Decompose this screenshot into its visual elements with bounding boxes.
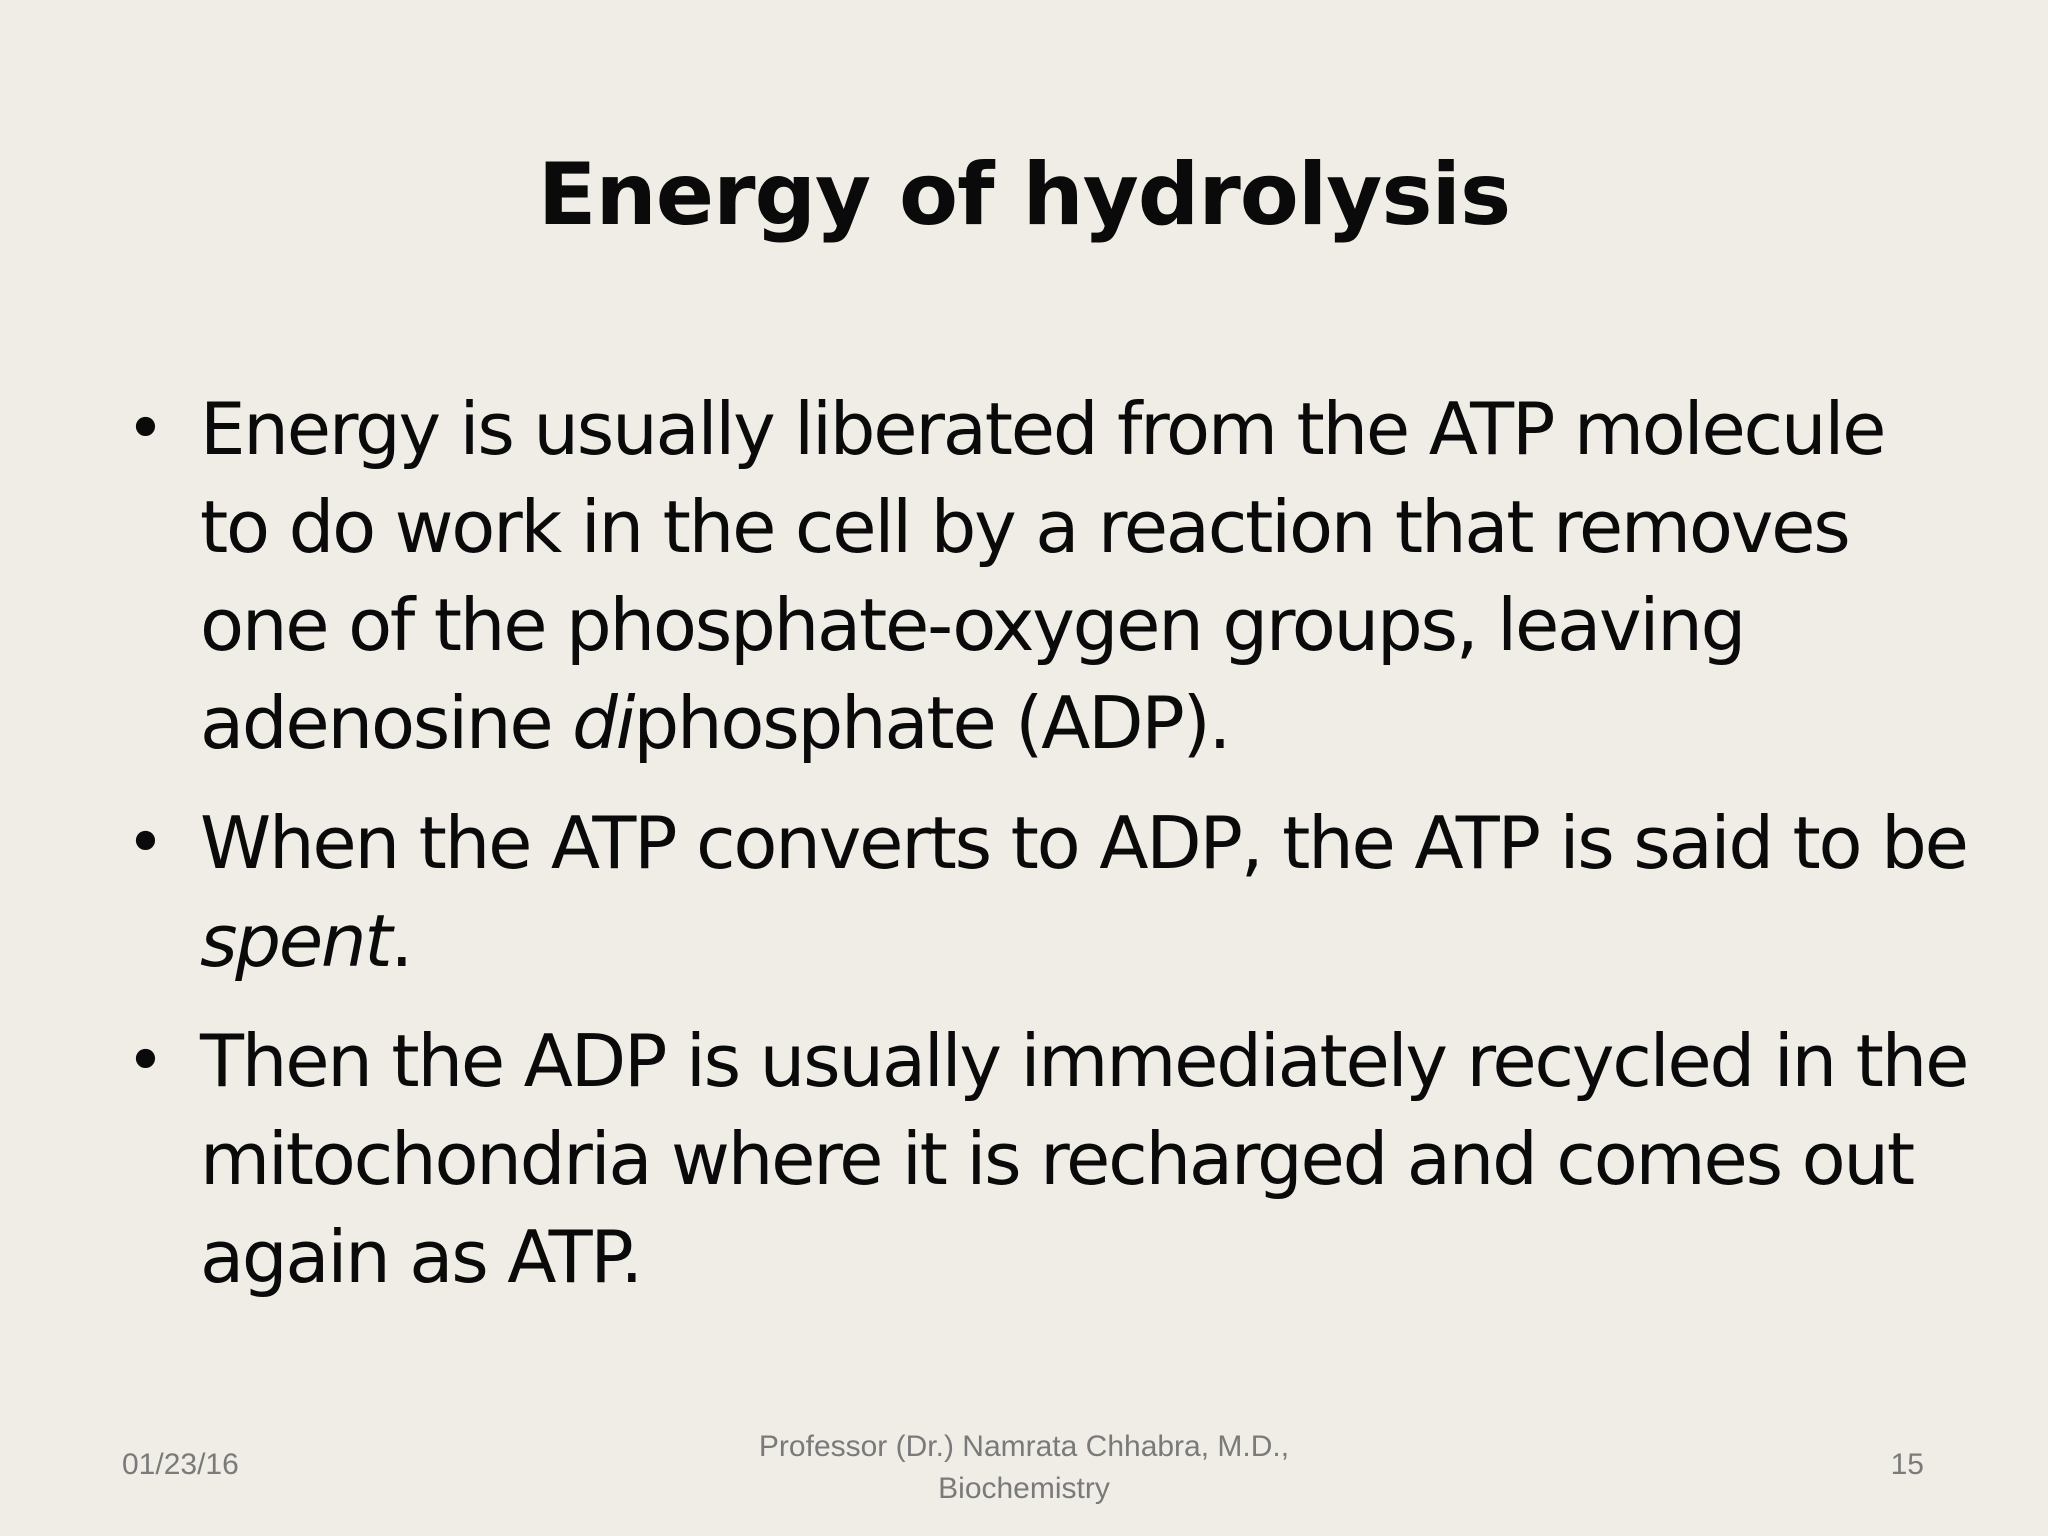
bullet-icon: • [126,804,163,881]
bullet-text-part: Energy is usually liberated from the ATP molecule to do work in the cell by a reaction that removes one of the phosphate-oxygen groups, leaving adenosine [200,387,1885,765]
footer-date: 01/23/16 [122,1448,239,1481]
slide-number: 15 [1890,1448,1924,1481]
footer-department-line: Biochemistry [938,1472,1110,1505]
bullet-item [120,794,1970,990]
footer-author [624,1426,1424,1510]
bullet-text-italic: di [572,681,634,765]
footer-author-line: Professor (Dr.) Namrata Chhabra, M.D., [758,1430,1290,1463]
bullet-text-part: When the ATP converts to ADP, the ATP is said to be [200,801,1967,885]
bullet-icon: • [126,1022,163,1099]
bullet-item [120,380,1970,772]
bullet-text-part: . [390,899,412,983]
bullet-icon: • [126,390,163,467]
bullet-list [120,380,1970,1328]
slide-title: Energy of hydrolysis [537,145,1511,245]
bullet-text-part: phosphate (ADP). [633,681,1230,765]
bullet-item [120,1012,1970,1306]
bullet-text-italic: spent [200,899,391,983]
bullet-text-part: Then the ADP is usually immediately recycled in the mitochondria where it is recharged and comes out again as ATP. [200,1019,1968,1299]
